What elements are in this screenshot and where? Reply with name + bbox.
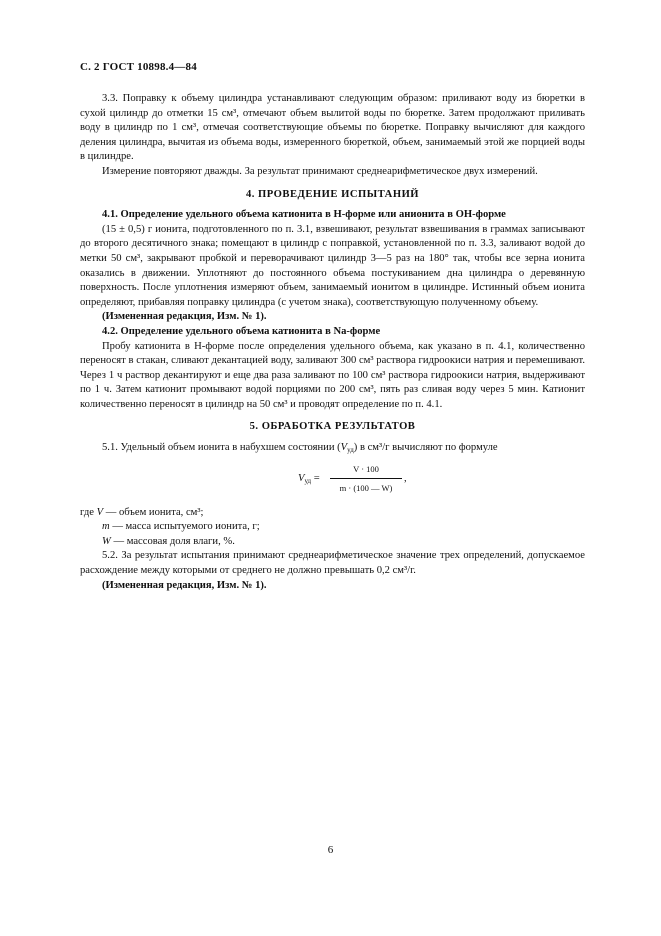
definition-w-text: — массовая доля влаги, %.	[113, 535, 235, 547]
definition-prefix: где	[80, 506, 94, 518]
paragraph-5-1-end: ) в см³/г вычисляют по формуле	[353, 442, 498, 454]
formula-specific-volume	[80, 460, 585, 504]
definition-m-text: — масса испытуемого ионита, г;	[112, 521, 260, 533]
paragraph-5-2: 5.2. За результат испытания принимают среднеарифметическое значение трех определений, допускаемое расхождение между которыми от среднего не должно превышать 0,2 см³/г.	[80, 550, 585, 577]
formula-lhs-sub: уд	[304, 476, 312, 485]
paragraph-5-1-sub: уд	[347, 446, 354, 455]
formula-trailing-comma: ,	[404, 472, 407, 484]
paragraph-4-1: (15 ± 0,5) г ионита, подготовленного по п. 3.1, взвешивают, результат взвешивания в граммах записывают до второго десятичного знака; помещают в цилиндр с поправкой, установленной по п. 3.3, заливают водой до метки 50 см³, закрывают пробкой и переворачивают цилиндр 3—5 раз на 180° так, чтобы все зерна ионита оказались в движении. Уплотняют до постоянного объема постукиванием дна цилиндра о деревянную поверхность. После уплотнения измеряют объем, занимаемый ионитом в цилиндре. Истинный объем ионита определяют, прибавляя поправку цилиндра (с учетом знака), соответствующую полученному объему.	[80, 223, 585, 308]
page-content	[80, 92, 585, 593]
definition-v-var: V	[96, 506, 104, 518]
subsection-4-1-title: 4.1. Определение удельного объема катионита в Н-форме или анионита в ОН-форме	[102, 209, 506, 221]
revision-note-1: (Измененная редакция, Изм. № 1).	[102, 311, 267, 323]
formula-lhs-var: V	[298, 472, 305, 484]
page-number: 6	[327, 844, 334, 856]
paragraph-5-1-var: V	[340, 442, 348, 454]
section-4-title: 4. ПРОВЕДЕНИЕ ИСПЫТАНИЙ	[245, 188, 420, 200]
paragraph-5-1	[80, 441, 585, 456]
definition-w-var: W	[102, 535, 111, 547]
definition-w	[80, 535, 585, 550]
formula-denominator: m · (100 — W)	[339, 483, 393, 494]
definition-v	[80, 506, 585, 521]
formula-definitions	[80, 506, 585, 550]
page-header: С. 2 ГОСТ 10898.4—84	[80, 61, 197, 73]
formula-lhs	[298, 472, 320, 487]
subsection-4-2-title: 4.2. Определение удельного объема катионита в Na-форме	[102, 325, 381, 337]
definition-m-var: m	[102, 521, 110, 533]
paragraph-3-3: 3.3. Поправку к объему цилиндра устанавливают следующим образом: приливают воду из бюретки в сухой цилиндр до отметки 15 см³, отмечают объем вылитой воды по бюретке. Затем продолжают приливать воду в цилиндр по 1 см³, отмечая соответствующие объемы по бюретке. Поправку вычисляют для каждого деления цилиндра, вычитая из объема воды, измеренного бюреткой, объем, занимаемый этой же порцией воды в цилиндре.	[80, 93, 585, 163]
paragraph-5-1-start: 5.1. Удельный объем ионита в набухшем состоянии (	[102, 442, 341, 454]
formula-equals: =	[313, 472, 320, 484]
paragraph-repeat: Измерение повторяют дважды. За результат принимают среднеарифметическое двух измерений.	[102, 165, 538, 177]
formula-numerator: V · 100	[330, 462, 402, 480]
definition-m	[80, 520, 585, 535]
revision-note-2: (Измененная редакция, Изм. № 1).	[102, 579, 267, 591]
formula-fraction	[330, 462, 402, 496]
paragraph-4-2: Пробу катионита в Н-форме после определения удельного объема, как указано в п. 4.1, количественно переносят в стакан, сливают декантацией воду, заливают 300 см³ раствора гидроокиси натрия и перемешивают. Через 1 ч раствор декантируют и еще два раза заливают по 100 см³ раствора гидроокиси натрия, выдерживают по 1 ч. Затем катионит промывают водой порциями по 200 см³, пять раз сливая воду через 5 мин. Катионит количественно переносят в цилиндр на 50 см³ и проводят определение по п. 4.1.	[80, 340, 585, 410]
definition-v-text: — объем ионита, см³;	[105, 506, 204, 518]
section-5-title: 5. ОБРАБОТКА РЕЗУЛЬТАТОВ	[249, 421, 416, 433]
